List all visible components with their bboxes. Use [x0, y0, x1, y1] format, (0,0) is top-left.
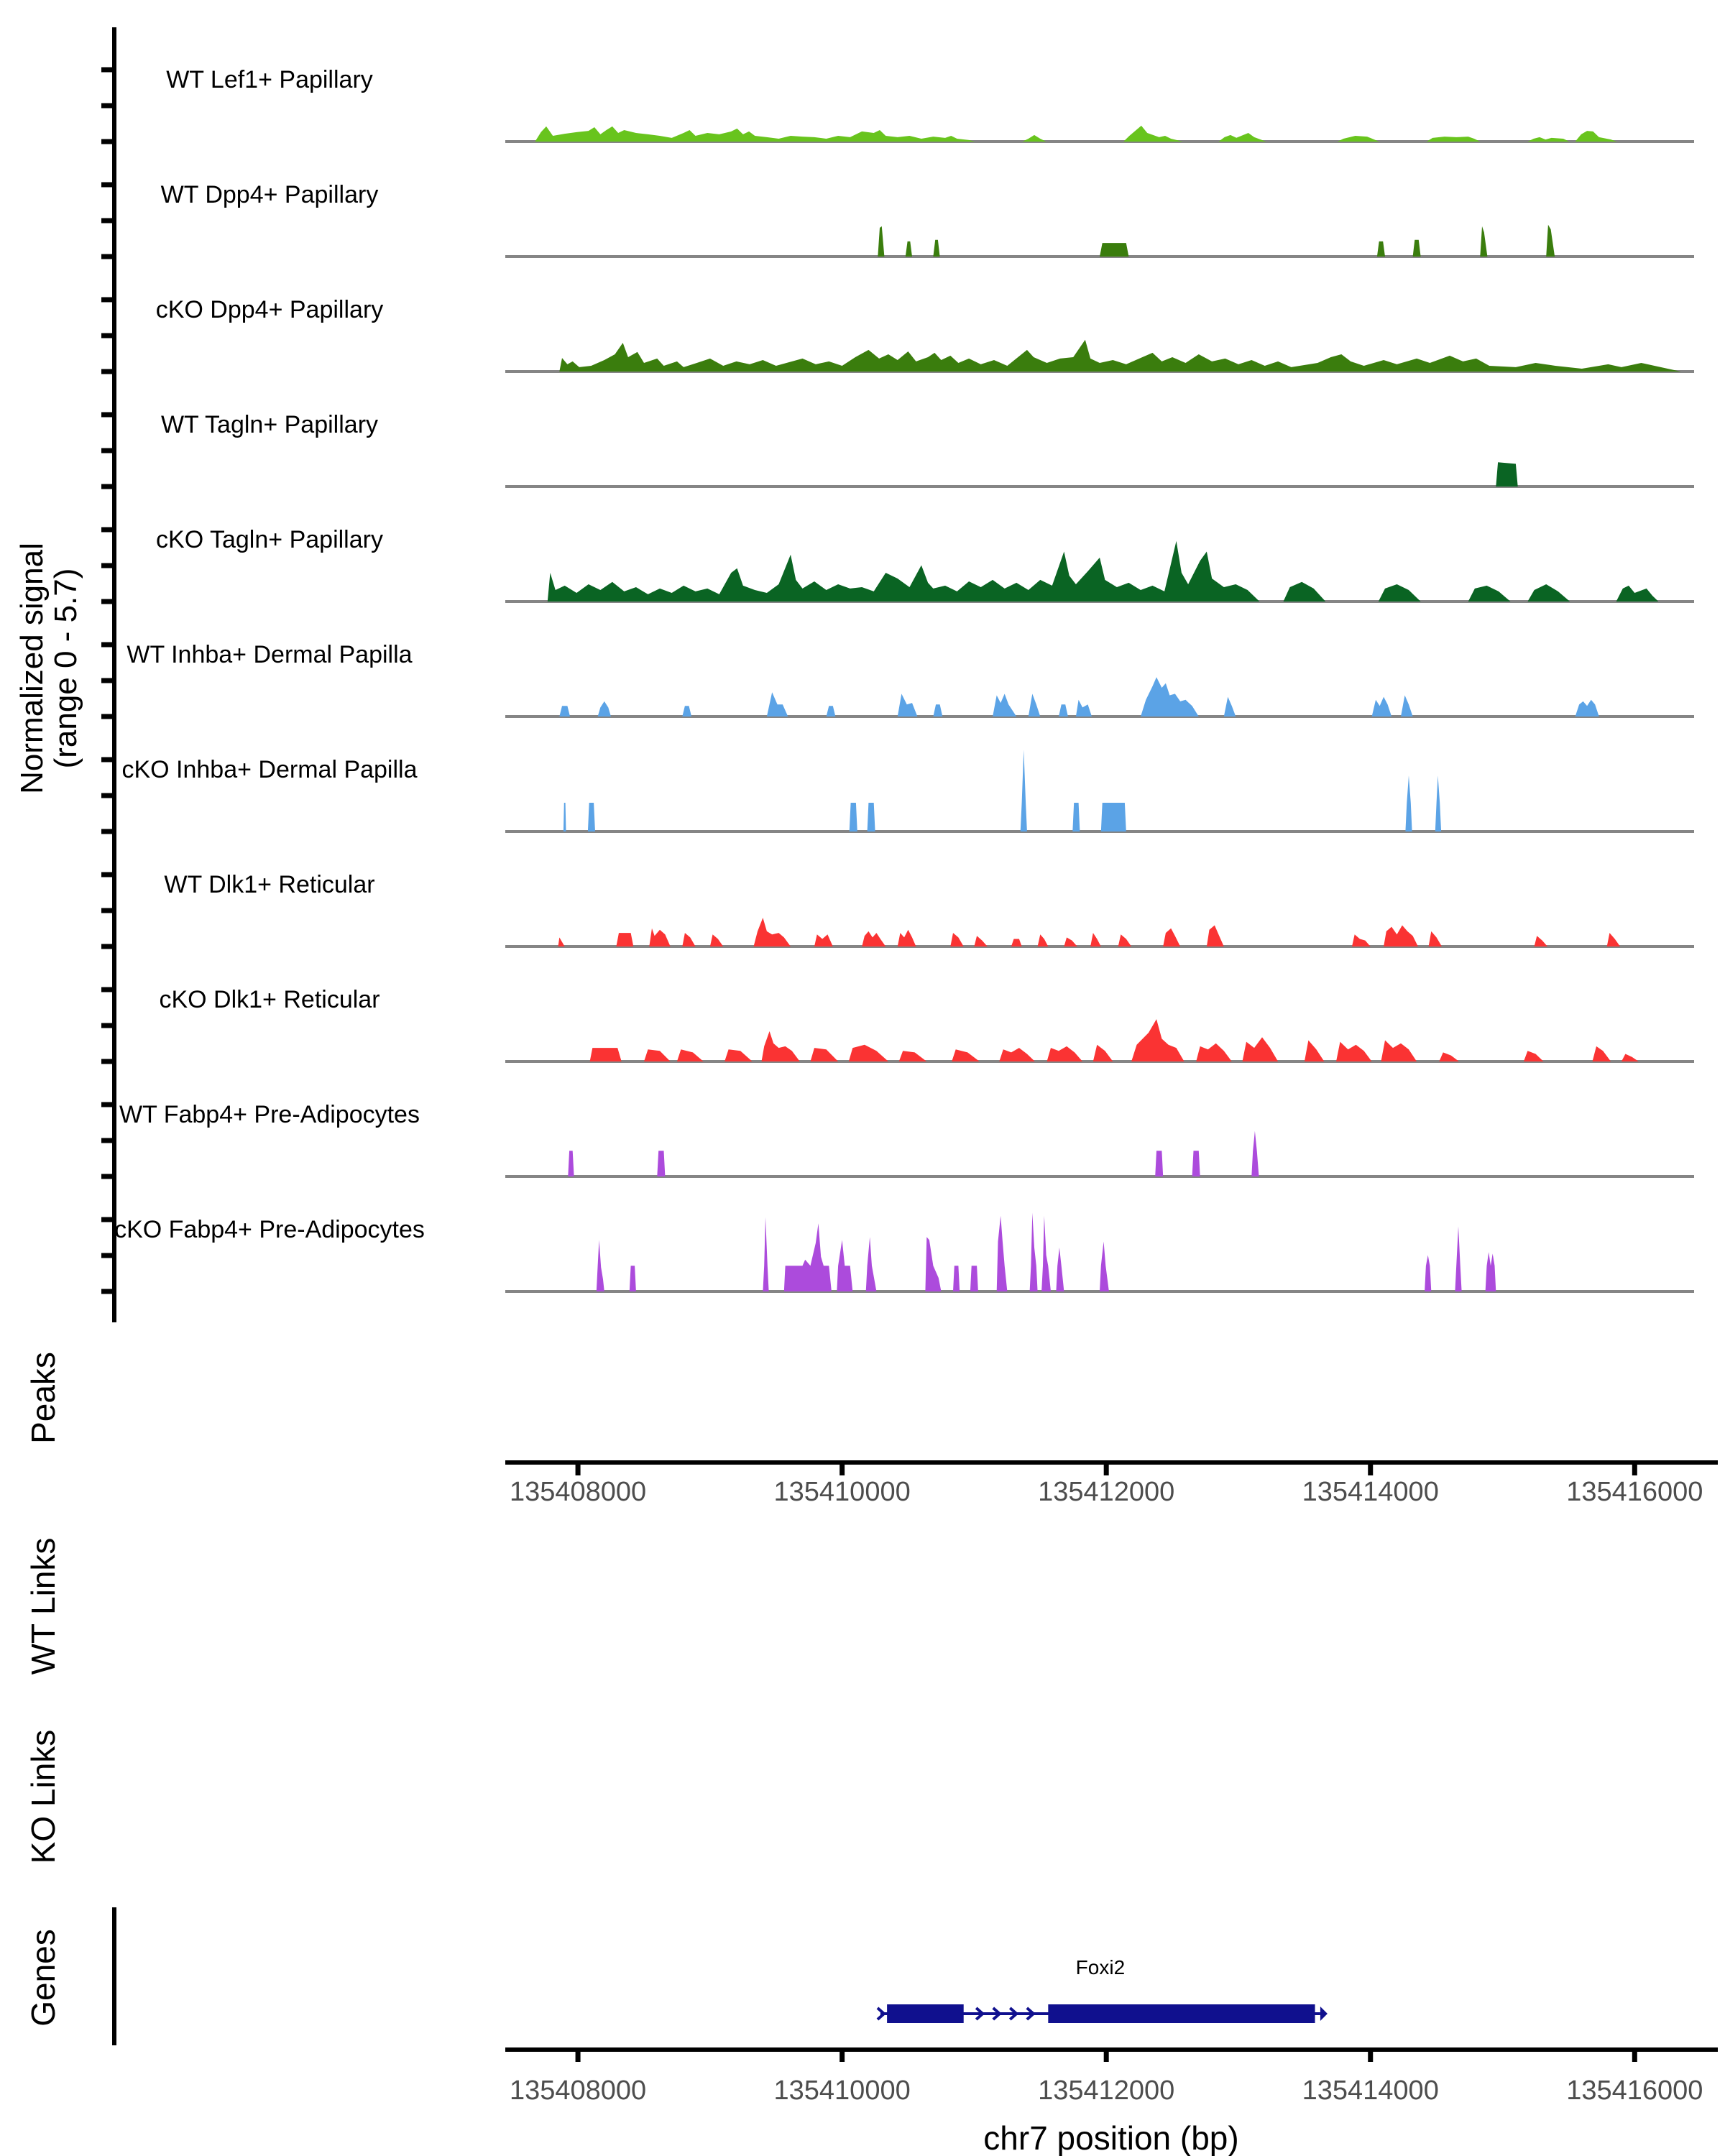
section-label-genes: Genes [24, 1929, 62, 2027]
y-axis-tick [101, 829, 113, 834]
x-tick-label-bottom: 135414000 [1302, 2076, 1439, 2106]
track-label-wt-lef1: WT Lef1+ Papillary [166, 66, 373, 93]
section-label-wt-links: WT Links [24, 1537, 62, 1675]
track-label-wt-dlk1: WT Dlk1+ Reticular [164, 871, 375, 898]
gene-exon [1048, 2004, 1315, 2023]
y-axis-tick [101, 563, 113, 568]
y-axis-tick [101, 484, 113, 489]
y-axis-tick [101, 254, 113, 259]
x-axis-title: chr7 position (bp) [983, 2119, 1239, 2156]
y-axis-tick [101, 103, 113, 109]
track-label-wt-fabp4: WT Fabp4+ Pre-Adipocytes [119, 1101, 420, 1128]
gene-exon [887, 2004, 964, 2023]
top-genomic-axis [505, 1460, 1718, 1465]
track-label-cko-fabp4: cKO Fabp4+ Pre-Adipocytes [114, 1216, 425, 1243]
y-axis-tick [101, 333, 113, 338]
coverage-area-cko-fabp4-pre-adipocytes [597, 1213, 1496, 1292]
genomic-axis-tick [1368, 1465, 1373, 1475]
section-label-ko-links: KO Links [24, 1729, 62, 1864]
y-axis-tick [101, 1174, 113, 1179]
y-axis-tick [101, 714, 113, 719]
x-tick-label-top: 135414000 [1302, 1477, 1439, 1507]
genomic-axis-tick [840, 2051, 845, 2062]
x-tick-label-bottom: 135408000 [509, 2076, 647, 2106]
coverage-area-cko-dpp4-papillary [559, 340, 1680, 372]
coverage-area-cko-inhba-dermal-papilla [564, 750, 1441, 831]
track-baseline [505, 830, 1694, 833]
track-label-cko-tagln: cKO Tagln+ Papillary [156, 526, 383, 553]
y-axis-tick [101, 1138, 113, 1143]
x-tick-label-top: 135408000 [509, 1477, 647, 1507]
y-axis-tick [101, 908, 113, 913]
y-axis-tick [101, 369, 113, 374]
y-axis-tick [101, 1059, 113, 1064]
genomic-axis-tick [1632, 1465, 1637, 1475]
coverage-area-wt-lef1-papillary [535, 126, 1616, 142]
track-label-wt-tagln: WT Tagln+ Papillary [160, 411, 379, 438]
y-axis-tick [101, 1289, 113, 1294]
coverage-area-wt-tagln-papillary [1496, 462, 1517, 487]
coverage-area-wt-fabp4-pre-adipocytes [568, 1131, 1259, 1176]
track-label-cko-inhba: cKO Inhba+ Dermal Papilla [121, 756, 418, 783]
coverage-area-cko-dlk1-reticular [590, 1019, 1639, 1061]
y-axis-tick [101, 944, 113, 949]
x-tick-label-bottom: 135416000 [1566, 2076, 1703, 2106]
section-label-peaks: Peaks [24, 1352, 62, 1444]
coverage-area-wt-dlk1-reticular [558, 918, 1621, 946]
x-tick-label-top: 135410000 [773, 1477, 911, 1507]
y-axis-tick [101, 678, 113, 683]
y-axis-label-line2: (range 0 - 5.7) [48, 568, 83, 769]
genes-axis-bar [112, 1907, 116, 2045]
x-tick-label-top: 135416000 [1566, 1477, 1703, 1507]
y-axis-tick [101, 139, 113, 144]
y-axis-tick [101, 1023, 113, 1028]
gene-name-foxi2: Foxi2 [1075, 1956, 1126, 1978]
y-axis-tick [101, 218, 113, 224]
genomic-axis-tick [576, 2051, 581, 2062]
genomic-axis-tick [1632, 2051, 1637, 2062]
genomic-axis-tick [1368, 2051, 1373, 2062]
coverage-area-cko-tagln-papillary [548, 541, 1659, 602]
genomic-axis-tick [1104, 2051, 1109, 2062]
bottom-genomic-axis [505, 2047, 1718, 2052]
y-axis-tick [101, 1253, 113, 1258]
genomic-axis-tick [1104, 1465, 1109, 1475]
gene-end-arrow [1320, 2007, 1328, 2021]
y-axis-tick [101, 448, 113, 453]
x-tick-label-bottom: 135410000 [773, 2076, 911, 2106]
y-axis-tick [101, 599, 113, 604]
track-label-cko-dlk1: cKO Dlk1+ Reticular [159, 986, 380, 1013]
track-label-cko-dpp4: cKO Dpp4+ Papillary [155, 296, 384, 323]
x-tick-label-top: 135412000 [1038, 1477, 1175, 1507]
track-baseline [505, 1175, 1694, 1178]
y-axis-tick [101, 793, 113, 798]
track-label-wt-dpp4: WT Dpp4+ Papillary [160, 181, 379, 208]
y-axis-label-line1: Normalized signal [14, 543, 50, 794]
coverage-area-wt-inhba-dermal-papilla [559, 677, 1598, 717]
coverage-area-wt-dpp4-papillary [878, 225, 1555, 257]
genomic-axis-tick [576, 1465, 581, 1475]
x-tick-label-bottom: 135412000 [1038, 2076, 1175, 2106]
track-label-wt-inhba: WT Inhba+ Dermal Papilla [126, 641, 413, 668]
genomic-axis-tick [840, 1465, 845, 1475]
